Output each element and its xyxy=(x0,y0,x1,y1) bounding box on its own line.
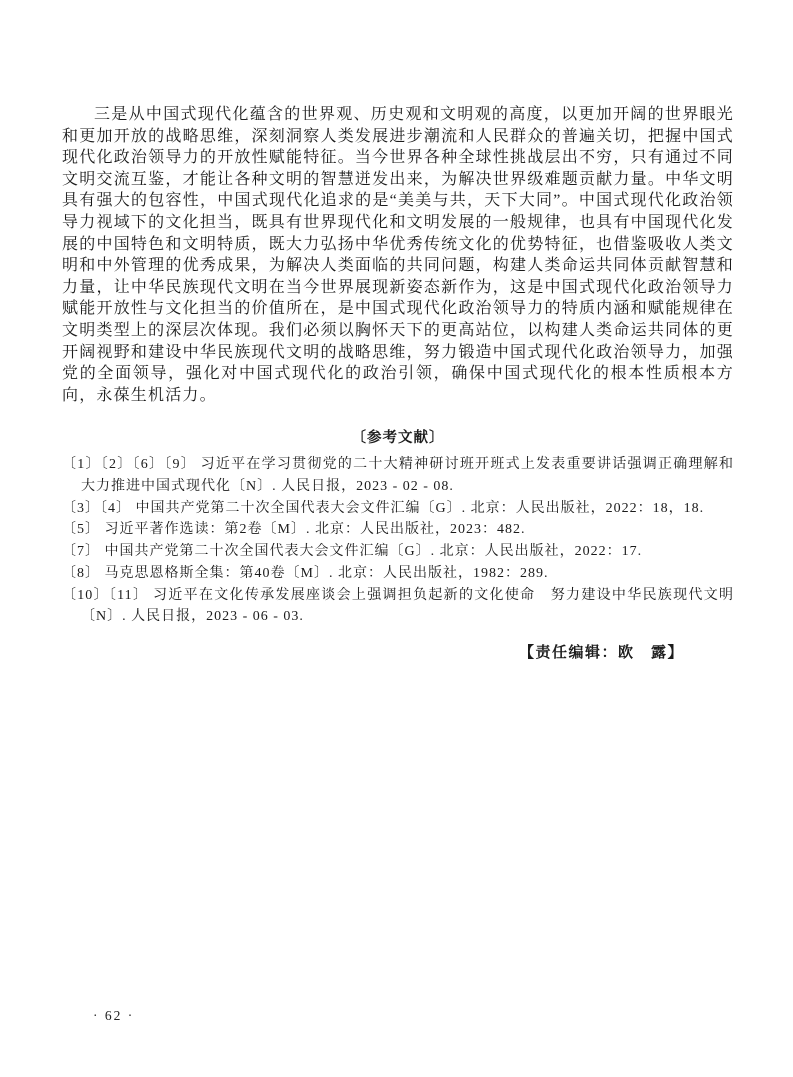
editor-note: 【责任编辑：欧 露】 xyxy=(518,643,684,661)
references-heading: 〔参考文献〕 xyxy=(351,430,445,447)
reference-item: 〔1〕〔2〕〔6〕〔9〕 习近平在学习贯彻党的二十大精神研讨班开班式上发表重要讲话强调正确理解和大力推进中国式现代化〔N〕. 人民日报，2023 - 02 - 08. xyxy=(62,457,734,495)
reference-item: 〔5〕 习近平著作选读：第2卷〔M〕. 北京：人民出版社，2023：482. xyxy=(62,522,526,538)
page-number: · 62 · xyxy=(93,1008,135,1023)
reference-item: 〔7〕 中国共产党第二十次全国代表大会文件汇编〔G〕. 北京：人民出版社，2022：17. xyxy=(62,544,643,560)
body-paragraph: 三是从中国式现代化蕴含的世界观、历史观和文明观的高度，以更加开阔的世界眼光和更加开放的战略思维，深刻洞察人类发展进步潮流和人民群众的普遍关切，把握中国式现代化政治领导力的开放性赋能特征。当今世界各种全球性挑战层出不穷，只有通过不同文明交流互鉴，才能让各种文明的智慧迸发出来，为解决世界级难题贡献力量。中华文明具有强大的包容性，中国式现代化追求的是“美美与共，天下大同”。中国式现代化政治领导力视域下的文化担当，既具有世界现代化和文明发展的一般规律，也具有中国现代化发展的中国特色和文明特质，既大力弘扬中华优秀传统文化的优势特征，也借鉴吸收人类文明和中外管理的优秀成果，为解决人类面临的共同问题，构建人类命运共同体贡献智慧和力量，让中华民族现代文明在当今世界展现新姿态新作为，这是中国式现代化政治领导力赋能开放性与文化担当的价值所在，是中国式现代化政治领导力的特质内涵和赋能规律在文明类型上的深层次体现。我们必须以胸怀天下的更高站位，以构建人类命运共同体的更开阔视野和建设中华民族现代文明的战略思维，努力锻造中国式现代化政治领导力，加强党的全面领导，强化对中国式现代化的政治引领，确保中国式现代化的根本性质根本方向，永葆生机活力。 xyxy=(62,106,734,404)
reference-item: 〔8〕 马克思恩格斯全集：第40卷〔M〕. 北京：人民出版社，1982：289. xyxy=(62,565,549,581)
page-content xyxy=(62,104,734,662)
reference-item: 〔10〕〔11〕 习近平在文化传承发展座谈会上强调担负起新的文化使命 努力建设中华民族现代文明〔N〕. 人民日报，2023 - 06 - 03. xyxy=(62,587,734,625)
reference-item: 〔3〕〔4〕 中国共产党第二十次全国代表大会文件汇编〔G〕. 北京：人民出版社，2022：18，18. xyxy=(62,500,705,516)
references-list xyxy=(62,454,734,628)
